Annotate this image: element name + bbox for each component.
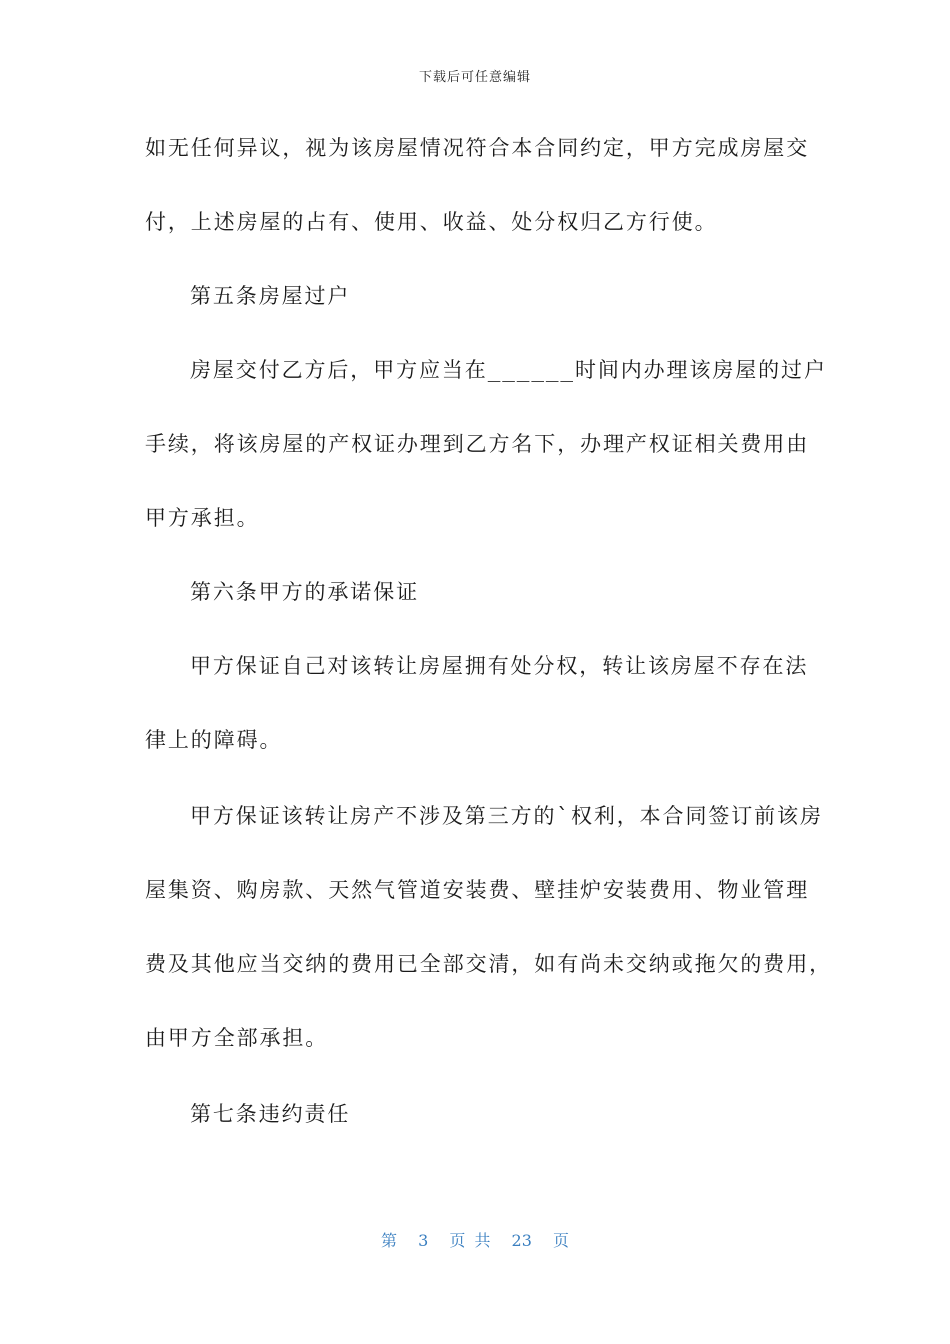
footer-page-suffix: 页 <box>553 1231 570 1250</box>
section-heading: 第六条甲方的承诺保证 <box>190 580 419 604</box>
paragraph-line: 由甲方全部承担。 <box>145 1026 329 1050</box>
paragraph-line: 手续，将该房屋的产权证办理到乙方名下，办理产权证相关费用由 <box>145 432 810 456</box>
paragraph-line: 费及其他应当交纳的费用已全部交清，如有尚未交纳或拖欠的费用， <box>145 952 832 976</box>
footer-page-number: 3 <box>418 1231 429 1250</box>
section-heading: 第七条违约责任 <box>190 1102 351 1126</box>
footer-page-total: 23 <box>511 1231 532 1250</box>
paragraph-line: 甲方承担。 <box>145 506 260 530</box>
paragraph-line: 律上的障碍。 <box>145 728 283 752</box>
footer-page-prefix: 第 <box>380 1231 397 1250</box>
section-heading: 第五条房屋过户 <box>190 284 351 308</box>
paragraph-line: 甲方保证自己对该转让房屋拥有处分权，转让该房屋不存在法 <box>190 654 809 678</box>
paragraph-line: 屋集资、购房款、天然气管道安装费、壁挂炉安装费用、物业管理 <box>145 878 810 902</box>
page-footer <box>0 1228 950 1251</box>
paragraph-line: 甲方保证该转让房产不涉及第三方的`权利，本合同签订前该房 <box>190 804 823 828</box>
paragraph-line: 房屋交付乙方后，甲方应当在______时间内办理该房屋的过户 <box>190 358 827 382</box>
page-header: 下载后可任意编辑 <box>418 70 531 85</box>
paragraph-line: 如无任何异议，视为该房屋情况符合本合同约定，甲方完成房屋交 <box>145 136 810 160</box>
paragraph-line: 付，上述房屋的占有、使用、收益、处分权归乙方行使。 <box>145 210 718 234</box>
footer-page-mid: 页 共 <box>449 1231 491 1250</box>
